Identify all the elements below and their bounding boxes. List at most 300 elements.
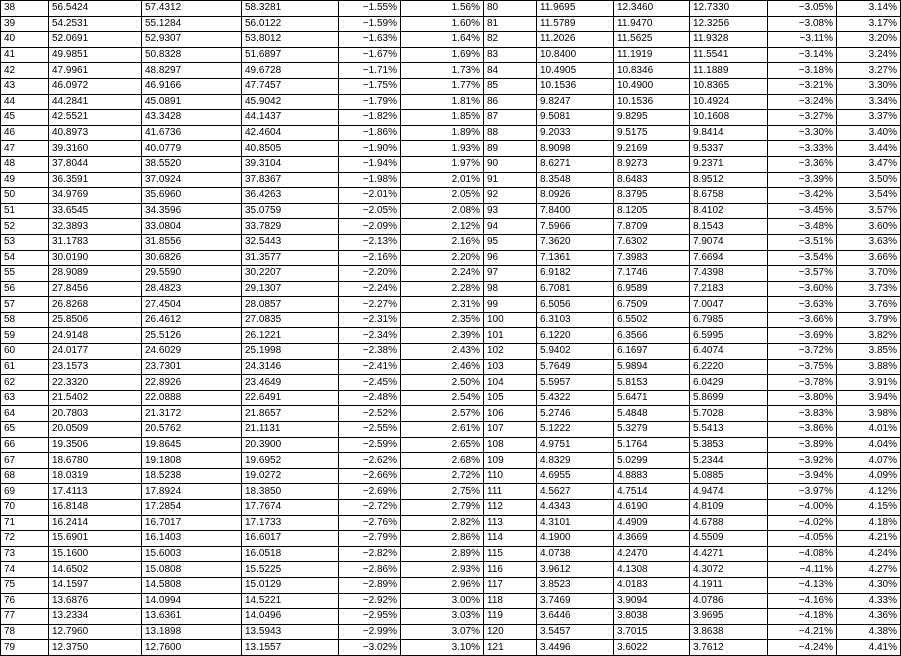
left-value-c-cell: 37.8367 [242, 172, 339, 188]
left-minus-pct-cell: −1.94% [339, 156, 401, 172]
left-value-c-cell: 53.8012 [242, 32, 339, 48]
right-value-a-cell: 7.5966 [537, 219, 614, 235]
right-minus-pct-cell: −3.42% [768, 188, 837, 204]
left-value-b-cell: 14.5808 [142, 577, 242, 593]
right-plus-pct-cell: 4.27% [837, 562, 901, 578]
left-minus-pct-cell: −2.66% [339, 468, 401, 484]
right-value-a-cell: 3.4496 [537, 640, 614, 656]
right-plus-pct-cell: 3.88% [837, 359, 901, 375]
right-value-a-cell: 5.2746 [537, 406, 614, 422]
left-value-b-cell: 40.0779 [142, 141, 242, 157]
table-row [1, 78, 901, 94]
left-minus-pct-cell: −2.16% [339, 250, 401, 266]
right-value-a-cell: 7.1361 [537, 250, 614, 266]
right-plus-pct-cell: 3.24% [837, 47, 901, 63]
right-value-c-cell: 4.9474 [690, 484, 768, 500]
left-value-c-cell: 33.7829 [242, 219, 339, 235]
left-index-cell: 46 [1, 125, 49, 141]
right-value-a-cell: 3.5457 [537, 624, 614, 640]
left-value-b-cell: 21.3172 [142, 406, 242, 422]
right-value-c-cell: 4.5509 [690, 531, 768, 547]
left-plus-pct-cell: 2.96% [401, 577, 484, 593]
right-value-c-cell: 4.0786 [690, 593, 768, 609]
right-value-b-cell: 5.0299 [614, 453, 690, 469]
right-value-c-cell: 3.7612 [690, 640, 768, 656]
left-value-b-cell: 17.2854 [142, 500, 242, 516]
left-index-cell: 55 [1, 266, 49, 282]
right-value-a-cell: 4.0738 [537, 546, 614, 562]
right-minus-pct-cell: −3.24% [768, 94, 837, 110]
left-value-a-cell: 24.0177 [49, 344, 142, 360]
table-row [1, 422, 901, 438]
right-minus-pct-cell: −3.66% [768, 312, 837, 328]
right-minus-pct-cell: −3.92% [768, 453, 837, 469]
left-value-a-cell: 25.8506 [49, 312, 142, 328]
table-row [1, 250, 901, 266]
left-plus-pct-cell: 2.75% [401, 484, 484, 500]
left-index-cell: 65 [1, 422, 49, 438]
right-value-b-cell: 12.3460 [614, 1, 690, 17]
right-index-cell: 96 [484, 250, 537, 266]
left-value-c-cell: 39.3104 [242, 156, 339, 172]
left-index-cell: 38 [1, 1, 49, 17]
left-plus-pct-cell: 2.24% [401, 266, 484, 282]
left-value-a-cell: 31.1783 [49, 234, 142, 250]
left-value-c-cell: 21.8657 [242, 406, 339, 422]
right-plus-pct-cell: 3.63% [837, 234, 901, 250]
right-value-c-cell: 5.3853 [690, 437, 768, 453]
right-index-cell: 117 [484, 577, 537, 593]
right-value-b-cell: 7.6302 [614, 234, 690, 250]
right-value-a-cell: 5.5957 [537, 375, 614, 391]
table-row [1, 546, 901, 562]
right-value-c-cell: 4.6788 [690, 515, 768, 531]
right-value-c-cell: 10.1608 [690, 110, 768, 126]
right-value-c-cell: 11.5541 [690, 47, 768, 63]
right-value-b-cell: 3.8038 [614, 609, 690, 625]
right-value-c-cell: 5.2344 [690, 453, 768, 469]
left-value-a-cell: 40.8973 [49, 125, 142, 141]
left-index-cell: 77 [1, 609, 49, 625]
left-index-cell: 43 [1, 78, 49, 94]
left-value-a-cell: 42.5521 [49, 110, 142, 126]
left-value-a-cell: 27.8456 [49, 281, 142, 297]
left-value-c-cell: 23.4649 [242, 375, 339, 391]
left-index-cell: 63 [1, 390, 49, 406]
right-value-c-cell: 8.4102 [690, 203, 768, 219]
right-plus-pct-cell: 4.01% [837, 422, 901, 438]
left-value-c-cell: 22.6491 [242, 390, 339, 406]
right-index-cell: 103 [484, 359, 537, 375]
right-value-b-cell: 9.2169 [614, 141, 690, 157]
right-minus-pct-cell: −3.14% [768, 47, 837, 63]
left-minus-pct-cell: −1.71% [339, 63, 401, 79]
left-value-c-cell: 36.4263 [242, 188, 339, 204]
right-value-b-cell: 8.1205 [614, 203, 690, 219]
right-plus-pct-cell: 3.91% [837, 375, 901, 391]
right-value-c-cell: 10.8365 [690, 78, 768, 94]
table-row [1, 266, 901, 282]
left-index-cell: 70 [1, 500, 49, 516]
right-minus-pct-cell: −3.54% [768, 250, 837, 266]
right-value-c-cell: 9.8414 [690, 125, 768, 141]
right-index-cell: 93 [484, 203, 537, 219]
right-value-a-cell: 10.8400 [537, 47, 614, 63]
right-value-a-cell: 4.8329 [537, 453, 614, 469]
left-value-a-cell: 39.3160 [49, 141, 142, 157]
left-index-cell: 54 [1, 250, 49, 266]
right-value-b-cell: 11.1919 [614, 47, 690, 63]
right-minus-pct-cell: −4.00% [768, 500, 837, 516]
left-value-b-cell: 26.4612 [142, 312, 242, 328]
left-value-b-cell: 37.0924 [142, 172, 242, 188]
left-value-a-cell: 15.1600 [49, 546, 142, 562]
right-value-c-cell: 10.4924 [690, 94, 768, 110]
left-value-c-cell: 58.3281 [242, 1, 339, 17]
right-index-cell: 80 [484, 1, 537, 17]
right-plus-pct-cell: 3.66% [837, 250, 901, 266]
right-index-cell: 97 [484, 266, 537, 282]
left-minus-pct-cell: −2.92% [339, 593, 401, 609]
left-minus-pct-cell: −1.79% [339, 94, 401, 110]
left-value-b-cell: 15.6003 [142, 546, 242, 562]
left-minus-pct-cell: −2.82% [339, 546, 401, 562]
left-value-b-cell: 43.3428 [142, 110, 242, 126]
left-plus-pct-cell: 2.86% [401, 531, 484, 547]
right-plus-pct-cell: 4.36% [837, 609, 901, 625]
left-plus-pct-cell: 1.56% [401, 1, 484, 17]
table-row [1, 63, 901, 79]
right-plus-pct-cell: 3.98% [837, 406, 901, 422]
right-value-a-cell: 11.9695 [537, 1, 614, 17]
right-plus-pct-cell: 4.09% [837, 468, 901, 484]
right-value-a-cell: 6.1220 [537, 328, 614, 344]
left-value-b-cell: 41.6736 [142, 125, 242, 141]
left-value-a-cell: 36.3591 [49, 172, 142, 188]
left-index-cell: 60 [1, 344, 49, 360]
right-index-cell: 115 [484, 546, 537, 562]
right-index-cell: 113 [484, 515, 537, 531]
left-plus-pct-cell: 2.01% [401, 172, 484, 188]
right-value-b-cell: 3.7015 [614, 624, 690, 640]
right-index-cell: 119 [484, 609, 537, 625]
right-plus-pct-cell: 3.94% [837, 390, 901, 406]
right-value-b-cell: 4.1308 [614, 562, 690, 578]
right-plus-pct-cell: 3.60% [837, 219, 901, 235]
table-row [1, 515, 901, 531]
right-minus-pct-cell: −4.02% [768, 515, 837, 531]
left-minus-pct-cell: −2.95% [339, 609, 401, 625]
left-index-cell: 44 [1, 94, 49, 110]
left-value-b-cell: 24.6029 [142, 344, 242, 360]
left-index-cell: 53 [1, 234, 49, 250]
right-plus-pct-cell: 3.34% [837, 94, 901, 110]
right-value-a-cell: 5.7649 [537, 359, 614, 375]
left-index-cell: 71 [1, 515, 49, 531]
right-value-a-cell: 4.6955 [537, 468, 614, 484]
left-value-b-cell: 30.6826 [142, 250, 242, 266]
left-value-b-cell: 13.6361 [142, 609, 242, 625]
table-row [1, 531, 901, 547]
right-index-cell: 116 [484, 562, 537, 578]
right-value-c-cell: 9.5337 [690, 141, 768, 157]
table-row [1, 375, 901, 391]
table-row [1, 141, 901, 157]
left-value-b-cell: 38.5520 [142, 156, 242, 172]
right-value-a-cell: 10.1536 [537, 78, 614, 94]
left-value-c-cell: 20.3900 [242, 437, 339, 453]
left-value-c-cell: 19.0272 [242, 468, 339, 484]
left-value-a-cell: 46.0972 [49, 78, 142, 94]
right-value-c-cell: 12.3256 [690, 16, 768, 32]
left-minus-pct-cell: −2.24% [339, 281, 401, 297]
right-value-b-cell: 6.5502 [614, 312, 690, 328]
right-plus-pct-cell: 4.12% [837, 484, 901, 500]
left-value-c-cell: 40.8505 [242, 141, 339, 157]
right-plus-pct-cell: 4.04% [837, 437, 901, 453]
right-value-a-cell: 7.8400 [537, 203, 614, 219]
table-row [1, 297, 901, 313]
right-value-c-cell: 8.9512 [690, 172, 768, 188]
left-index-cell: 62 [1, 375, 49, 391]
left-value-a-cell: 30.0190 [49, 250, 142, 266]
left-value-c-cell: 27.0835 [242, 312, 339, 328]
left-value-a-cell: 14.6502 [49, 562, 142, 578]
right-index-cell: 99 [484, 297, 537, 313]
table-row [1, 328, 901, 344]
right-minus-pct-cell: −3.33% [768, 141, 837, 157]
right-value-b-cell: 6.3566 [614, 328, 690, 344]
right-minus-pct-cell: −3.30% [768, 125, 837, 141]
right-plus-pct-cell: 4.38% [837, 624, 901, 640]
left-value-c-cell: 30.2207 [242, 266, 339, 282]
right-index-cell: 81 [484, 16, 537, 32]
left-plus-pct-cell: 2.43% [401, 344, 484, 360]
table-row [1, 609, 901, 625]
left-minus-pct-cell: −2.79% [339, 531, 401, 547]
right-minus-pct-cell: −4.16% [768, 593, 837, 609]
left-value-c-cell: 44.1437 [242, 110, 339, 126]
left-value-c-cell: 49.6728 [242, 63, 339, 79]
left-plus-pct-cell: 2.31% [401, 297, 484, 313]
left-plus-pct-cell: 1.81% [401, 94, 484, 110]
right-minus-pct-cell: −3.51% [768, 234, 837, 250]
right-value-b-cell: 4.4909 [614, 515, 690, 531]
table-row [1, 110, 901, 126]
left-value-c-cell: 21.1131 [242, 422, 339, 438]
table-row [1, 359, 901, 375]
table-row [1, 406, 901, 422]
right-plus-pct-cell: 3.73% [837, 281, 901, 297]
left-plus-pct-cell: 1.89% [401, 125, 484, 141]
left-plus-pct-cell: 2.61% [401, 422, 484, 438]
right-value-a-cell: 8.9098 [537, 141, 614, 157]
left-minus-pct-cell: −2.20% [339, 266, 401, 282]
right-minus-pct-cell: −4.24% [768, 640, 837, 656]
right-value-b-cell: 5.1764 [614, 437, 690, 453]
left-plus-pct-cell: 2.20% [401, 250, 484, 266]
left-index-cell: 69 [1, 484, 49, 500]
left-value-a-cell: 32.3893 [49, 219, 142, 235]
left-value-b-cell: 55.1284 [142, 16, 242, 32]
left-value-a-cell: 21.5402 [49, 390, 142, 406]
right-plus-pct-cell: 3.44% [837, 141, 901, 157]
left-plus-pct-cell: 2.50% [401, 375, 484, 391]
left-plus-pct-cell: 3.07% [401, 624, 484, 640]
left-minus-pct-cell: −2.76% [339, 515, 401, 531]
left-value-a-cell: 16.8148 [49, 500, 142, 516]
table-row [1, 437, 901, 453]
left-value-b-cell: 25.5126 [142, 328, 242, 344]
left-minus-pct-cell: −2.52% [339, 406, 401, 422]
right-value-b-cell: 7.1746 [614, 266, 690, 282]
right-plus-pct-cell: 3.37% [837, 110, 901, 126]
right-minus-pct-cell: −3.36% [768, 156, 837, 172]
left-minus-pct-cell: −2.34% [339, 328, 401, 344]
table-row [1, 344, 901, 360]
right-plus-pct-cell: 4.30% [837, 577, 901, 593]
left-minus-pct-cell: −1.63% [339, 32, 401, 48]
left-value-c-cell: 47.7457 [242, 78, 339, 94]
left-value-b-cell: 22.0888 [142, 390, 242, 406]
left-value-c-cell: 19.6952 [242, 453, 339, 469]
left-minus-pct-cell: −1.75% [339, 78, 401, 94]
table-row [1, 453, 901, 469]
left-value-c-cell: 56.0122 [242, 16, 339, 32]
right-value-c-cell: 4.3072 [690, 562, 768, 578]
right-value-b-cell: 9.8295 [614, 110, 690, 126]
right-minus-pct-cell: −4.21% [768, 624, 837, 640]
right-value-a-cell: 8.3548 [537, 172, 614, 188]
table-row [1, 500, 901, 516]
right-minus-pct-cell: −3.86% [768, 422, 837, 438]
left-value-c-cell: 31.3577 [242, 250, 339, 266]
right-plus-pct-cell: 4.15% [837, 500, 901, 516]
left-value-c-cell: 15.5225 [242, 562, 339, 578]
right-value-b-cell: 6.7509 [614, 297, 690, 313]
right-value-c-cell: 6.7985 [690, 312, 768, 328]
left-value-a-cell: 13.6876 [49, 593, 142, 609]
left-value-c-cell: 15.0129 [242, 577, 339, 593]
right-value-b-cell: 5.3279 [614, 422, 690, 438]
left-index-cell: 56 [1, 281, 49, 297]
right-plus-pct-cell: 3.17% [837, 16, 901, 32]
left-minus-pct-cell: −1.59% [339, 16, 401, 32]
left-value-b-cell: 19.1808 [142, 453, 242, 469]
right-minus-pct-cell: −3.57% [768, 266, 837, 282]
left-value-b-cell: 20.5762 [142, 422, 242, 438]
left-plus-pct-cell: 3.10% [401, 640, 484, 656]
table-row [1, 468, 901, 484]
left-value-b-cell: 16.7017 [142, 515, 242, 531]
right-value-c-cell: 11.1889 [690, 63, 768, 79]
left-value-b-cell: 34.3596 [142, 203, 242, 219]
right-value-a-cell: 6.3103 [537, 312, 614, 328]
left-index-cell: 73 [1, 546, 49, 562]
left-plus-pct-cell: 3.00% [401, 593, 484, 609]
left-minus-pct-cell: −1.55% [339, 1, 401, 17]
right-plus-pct-cell: 4.07% [837, 453, 901, 469]
left-value-b-cell: 31.8556 [142, 234, 242, 250]
right-minus-pct-cell: −4.08% [768, 546, 837, 562]
left-minus-pct-cell: −3.02% [339, 640, 401, 656]
left-plus-pct-cell: 2.65% [401, 437, 484, 453]
right-value-b-cell: 4.6190 [614, 500, 690, 516]
left-value-c-cell: 45.9042 [242, 94, 339, 110]
left-value-c-cell: 32.5443 [242, 234, 339, 250]
left-index-cell: 41 [1, 47, 49, 63]
right-value-a-cell: 9.8247 [537, 94, 614, 110]
left-minus-pct-cell: −2.72% [339, 500, 401, 516]
left-plus-pct-cell: 1.85% [401, 110, 484, 126]
right-plus-pct-cell: 3.14% [837, 1, 901, 17]
right-index-cell: 89 [484, 141, 537, 157]
right-value-a-cell: 9.5081 [537, 110, 614, 126]
right-minus-pct-cell: −3.08% [768, 16, 837, 32]
left-value-a-cell: 17.4113 [49, 484, 142, 500]
table-row [1, 484, 901, 500]
left-index-cell: 79 [1, 640, 49, 656]
right-minus-pct-cell: −3.45% [768, 203, 837, 219]
left-plus-pct-cell: 3.03% [401, 609, 484, 625]
left-value-c-cell: 16.0518 [242, 546, 339, 562]
table-row [1, 312, 901, 328]
right-value-c-cell: 7.6694 [690, 250, 768, 266]
right-value-c-cell: 4.8109 [690, 500, 768, 516]
table-row [1, 156, 901, 172]
left-value-b-cell: 48.8297 [142, 63, 242, 79]
left-value-c-cell: 25.1998 [242, 344, 339, 360]
right-value-b-cell: 6.1697 [614, 344, 690, 360]
left-index-cell: 76 [1, 593, 49, 609]
right-value-b-cell: 7.8709 [614, 219, 690, 235]
right-value-b-cell: 10.1536 [614, 94, 690, 110]
right-plus-pct-cell: 3.70% [837, 266, 901, 282]
right-minus-pct-cell: −4.11% [768, 562, 837, 578]
left-index-cell: 47 [1, 141, 49, 157]
right-value-c-cell: 6.4074 [690, 344, 768, 360]
right-value-c-cell: 5.5413 [690, 422, 768, 438]
right-value-b-cell: 8.3795 [614, 188, 690, 204]
table-row [1, 172, 901, 188]
left-plus-pct-cell: 1.93% [401, 141, 484, 157]
right-minus-pct-cell: −3.05% [768, 1, 837, 17]
right-value-a-cell: 4.1900 [537, 531, 614, 547]
left-index-cell: 50 [1, 188, 49, 204]
left-plus-pct-cell: 1.69% [401, 47, 484, 63]
right-value-c-cell: 6.0429 [690, 375, 768, 391]
right-minus-pct-cell: −4.13% [768, 577, 837, 593]
left-value-b-cell: 18.5238 [142, 468, 242, 484]
left-value-a-cell: 12.7960 [49, 624, 142, 640]
left-value-b-cell: 27.4504 [142, 297, 242, 313]
right-value-a-cell: 4.4343 [537, 500, 614, 516]
table-row [1, 624, 901, 640]
right-value-c-cell: 7.9074 [690, 234, 768, 250]
left-value-b-cell: 12.7600 [142, 640, 242, 656]
right-index-cell: 108 [484, 437, 537, 453]
left-value-c-cell: 42.4604 [242, 125, 339, 141]
right-value-b-cell: 8.6483 [614, 172, 690, 188]
right-value-c-cell: 5.7028 [690, 406, 768, 422]
right-value-b-cell: 11.9470 [614, 16, 690, 32]
left-value-b-cell: 22.8926 [142, 375, 242, 391]
left-index-cell: 49 [1, 172, 49, 188]
right-minus-pct-cell: −3.21% [768, 78, 837, 94]
right-value-b-cell: 6.9589 [614, 281, 690, 297]
table-row [1, 577, 901, 593]
left-value-b-cell: 35.6960 [142, 188, 242, 204]
